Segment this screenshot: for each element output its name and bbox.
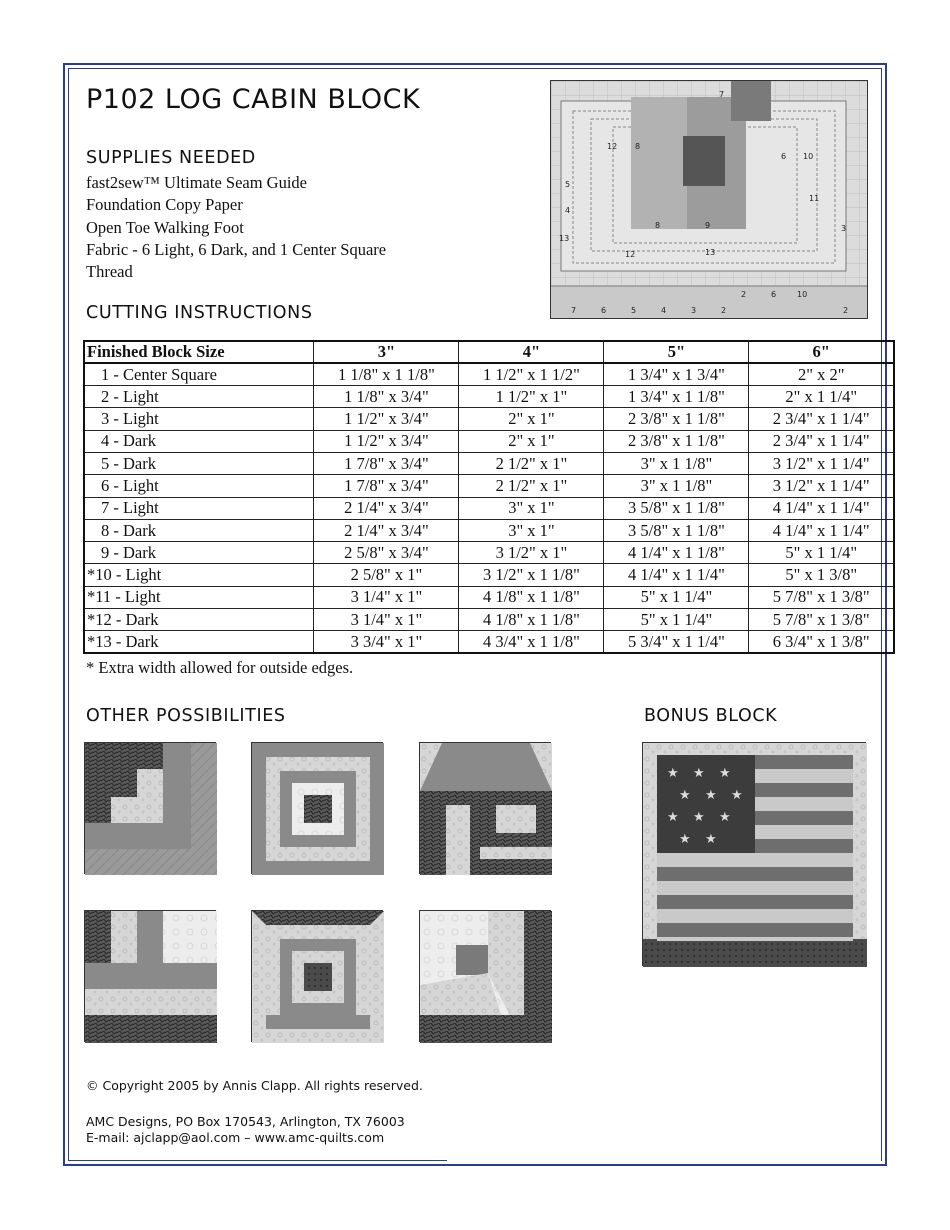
block-log-cabin [251,742,383,874]
cut-size-cell: 4 1/4" x 1 1/4" [749,497,894,519]
photo-label: 3 [841,224,847,233]
table-row [84,609,894,631]
sewing-photo-image [551,81,868,319]
block-wing-variation [419,910,551,1042]
cutting-table [83,340,895,654]
header-6in: 6" [749,341,894,363]
row-label: 8 - Dark [84,519,314,541]
row-label: 2 - Light [84,386,314,408]
row-label: 4 - Dark [84,430,314,452]
cut-size-cell: 2 3/4" x 1 1/4" [749,430,894,452]
cut-size-cell: 3" x 1 1/8" [604,452,749,474]
cut-size-cell: 3 1/2" x 1" [459,542,604,564]
photo-label: 13 [559,234,570,243]
cut-size-cell: 1 7/8" x 3/4" [314,452,459,474]
cut-size-cell: 5" x 1 1/4" [604,609,749,631]
cut-size-cell: 4 1/4" x 1 1/4" [749,519,894,541]
table-row [84,363,894,385]
supply-item: fast2sew™ Ultimate Seam Guide [86,173,307,192]
table-header-row [84,341,894,363]
supplies-list [86,172,386,283]
cut-size-cell: 2 5/8" x 1" [314,564,459,586]
cut-size-cell: 6 3/4" x 1 3/8" [749,631,894,653]
photo-label: 7 [571,306,577,315]
cut-size-cell: 1 7/8" x 3/4" [314,475,459,497]
table-row [84,564,894,586]
cut-size-cell: 1 1/8" x 3/4" [314,386,459,408]
cut-size-cell: 2" x 2" [749,363,894,385]
svg-text:★: ★ [705,788,717,803]
cut-size-cell: 3 1/4" x 1" [314,586,459,608]
cut-size-cell: 2 3/8" x 1 1/8" [604,408,749,430]
cut-size-cell: 3 3/4" x 1" [314,631,459,653]
bonus-heading: BONUS BLOCK [644,706,778,726]
photo-label: 4 [661,306,667,315]
row-label: 9 - Dark [84,542,314,564]
svg-text:★: ★ [731,788,743,803]
cutting-heading: CUTTING INSTRUCTIONS [86,303,313,323]
bonus-flag-block [642,742,866,966]
supply-item: Open Toe Walking Foot [86,217,244,237]
cut-size-cell: 5" x 1 3/8" [749,564,894,586]
contact-info [86,1114,405,1146]
row-label: *10 - Light [84,564,314,586]
table-row [84,519,894,541]
photo-label: 5 [631,306,637,315]
cut-size-cell: 3" x 1" [459,519,604,541]
cut-size-cell: 2" x 1 1/4" [749,386,894,408]
cut-size-cell: 4 1/8" x 1 1/8" [459,586,604,608]
table-row [84,542,894,564]
table-row [84,475,894,497]
photo-label: 12 [625,250,636,259]
table-row [84,452,894,474]
contact-line: E-mail: ajclapp@aol.com – www.amc-quilts.com [86,1130,385,1145]
row-label: 6 - Light [84,475,314,497]
photo-label: 10 [797,290,808,299]
cut-size-cell: 1 1/2" x 3/4" [314,408,459,430]
photo-label: 12 [607,142,618,151]
cut-size-cell: 5 7/8" x 1 3/8" [749,609,894,631]
row-label: *11 - Light [84,586,314,608]
page-title: P102 LOG CABIN BLOCK [86,84,421,115]
cut-size-cell: 2 3/4" x 1 1/4" [749,408,894,430]
row-label: *12 - Dark [84,609,314,631]
cut-size-cell: 5" x 1 1/4" [749,542,894,564]
table-row [84,386,894,408]
photo-label: 6 [781,152,787,161]
svg-text:★: ★ [667,810,679,825]
copyright: © Copyright 2005 by Annis Clapp. All rights reserved. [86,1078,423,1093]
photo-label: 4 [565,206,571,215]
cut-size-cell: 3" x 1" [459,497,604,519]
cut-size-cell: 2 5/8" x 3/4" [314,542,459,564]
table-row [84,430,894,452]
cut-size-cell: 1 3/4" x 1 1/8" [604,386,749,408]
header-block-size: Finished Block Size [84,341,314,363]
table-row [84,408,894,430]
block-strip-variation [84,910,216,1042]
row-label: 3 - Light [84,408,314,430]
block-square-in-square [251,910,383,1042]
svg-text:★: ★ [705,832,717,847]
photo-label: 13 [705,248,716,257]
photo-label: 10 [803,152,814,161]
cut-size-cell: 3 5/8" x 1 1/8" [604,497,749,519]
footnote: * Extra width allowed for outside edges. [86,658,354,677]
cut-size-cell: 2" x 1" [459,430,604,452]
cut-size-cell: 2 1/2" x 1" [459,475,604,497]
photo-label: 6 [771,290,777,299]
supply-item: Fabric - 6 Light, 6 Dark, and 1 Center Square [86,239,387,259]
cut-size-cell: 3 1/2" x 1 1/4" [749,452,894,474]
photo-label: 2 [741,290,747,299]
other-heading: OTHER POSSIBILITIES [86,706,286,726]
table-row [84,631,894,653]
cut-size-cell: 4 3/4" x 1 1/8" [459,631,604,653]
svg-text:★: ★ [679,832,691,847]
photo-label: 7 [719,90,725,99]
cut-size-cell: 3" x 1 1/8" [604,475,749,497]
cut-size-cell: 2 1/4" x 3/4" [314,519,459,541]
row-label: 1 - Center Square [84,363,314,385]
block-house [419,742,551,874]
row-label: 7 - Light [84,497,314,519]
cut-size-cell: 3 1/2" x 1 1/8" [459,564,604,586]
svg-text:★: ★ [693,766,705,781]
photo-label: 11 [809,194,820,203]
cut-size-cell: 2 1/4" x 3/4" [314,497,459,519]
svg-text:★: ★ [719,766,731,781]
cut-size-cell: 4 1/4" x 1 1/8" [604,542,749,564]
cut-size-cell: 1 1/8" x 1 1/8" [314,363,459,385]
photo-label: 8 [655,221,661,230]
table-row [84,497,894,519]
cut-size-cell: 2 3/8" x 1 1/8" [604,430,749,452]
svg-text:★: ★ [693,810,705,825]
cut-size-cell: 5 3/4" x 1 1/4" [604,631,749,653]
supplies-heading: SUPPLIES NEEDED [86,148,256,168]
photo-label: 2 [843,306,849,315]
cut-size-cell: 5" x 1 1/4" [604,586,749,608]
block-corner-variation [84,742,216,874]
svg-text:★: ★ [679,788,691,803]
supply-item: Thread [86,262,133,282]
header-4in: 4" [459,341,604,363]
border-gap [447,1158,881,1162]
photo-label: 6 [601,306,607,315]
row-label: 5 - Dark [84,452,314,474]
cut-size-cell: 1 1/2" x 1" [459,386,604,408]
cut-size-cell: 2" x 1" [459,408,604,430]
photo-label: 8 [635,142,641,151]
photo-label: 3 [691,306,697,315]
table-body [84,363,894,653]
address: AMC Designs, PO Box 170543, Arlington, TX 76003 [86,1114,405,1129]
header-3in: 3" [314,341,459,363]
cut-size-cell: 3 1/4" x 1" [314,609,459,631]
cut-size-cell: 3 1/2" x 1 1/4" [749,475,894,497]
cut-size-cell: 1 1/2" x 1 1/2" [459,363,604,385]
sewing-photo [550,80,868,319]
photo-label: 2 [721,306,727,315]
svg-text:★: ★ [719,810,731,825]
table-row [84,586,894,608]
cut-size-cell: 4 1/4" x 1 1/4" [604,564,749,586]
header-5in: 5" [604,341,749,363]
cut-size-cell: 4 1/8" x 1 1/8" [459,609,604,631]
cut-size-cell: 1 3/4" x 1 3/4" [604,363,749,385]
cut-size-cell: 3 5/8" x 1 1/8" [604,519,749,541]
row-label: *13 - Dark [84,631,314,653]
cut-size-cell: 5 7/8" x 1 3/8" [749,586,894,608]
cut-size-cell: 2 1/2" x 1" [459,452,604,474]
supply-item: Foundation Copy Paper [86,195,243,215]
cut-size-cell: 1 1/2" x 3/4" [314,430,459,452]
photo-label: 9 [705,221,711,230]
photo-label: 5 [565,180,571,189]
svg-text:★: ★ [667,766,679,781]
